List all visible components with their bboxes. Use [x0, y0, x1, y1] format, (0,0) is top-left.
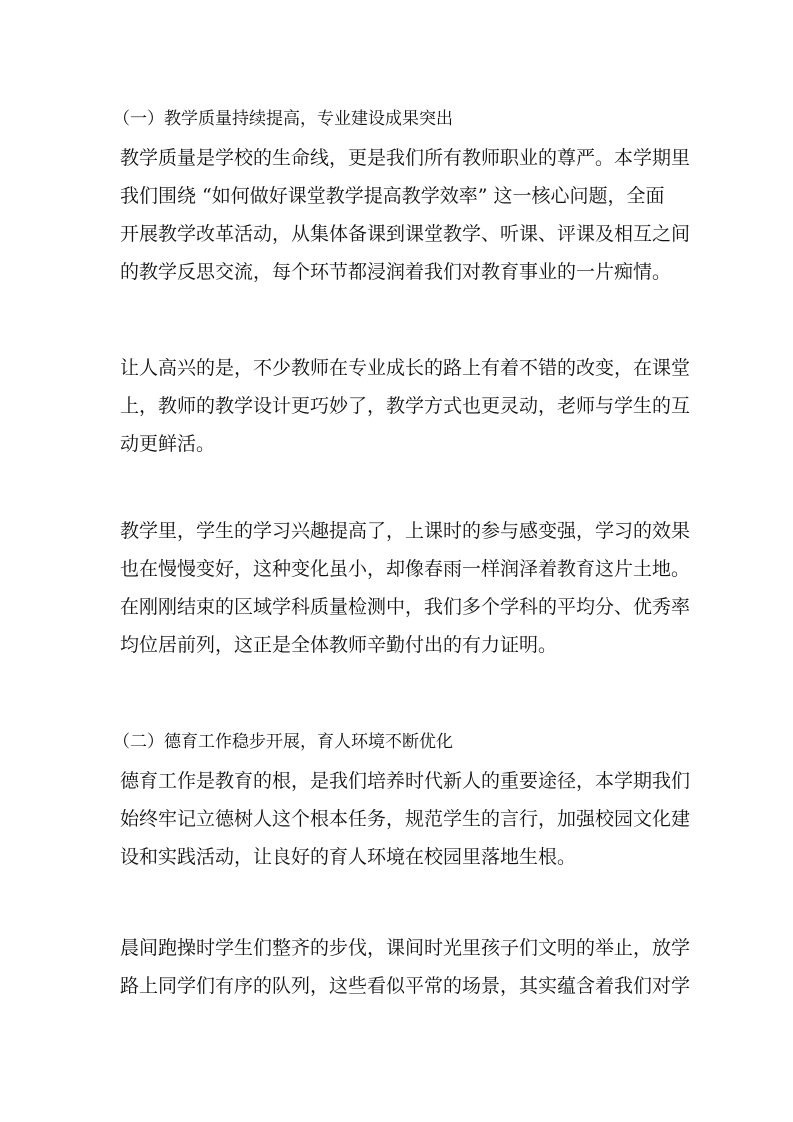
section-heading-1: （一）教学质量持续提高，专业建设成果突出: [113, 109, 453, 129]
text-line: 的教学反思交流，每个环节都浸润着我们对教育事业的一片痴情。: [120, 261, 672, 283]
text-line: 上，教师的教学设计更巧妙了，教学方式也更灵动，老师与学生的互: [120, 395, 691, 417]
text-line: 始终牢记立德树人这个根本任务，规范学生的言行，加强校园文化建: [120, 808, 691, 830]
text-line: 设和实践活动，让良好的育人环境在校园里落地生根。: [120, 846, 577, 868]
text-line: 路上同学们有序的队列，这些看似平常的场景，其实蕴含着我们对学: [120, 975, 691, 997]
text-line: 也在慢慢变好，这种变化虽小，却像春雨一样润泽着教育这片土地。: [120, 558, 691, 580]
section-heading-2: （二）德育工作稳步开展，育人环境不断优化: [113, 732, 453, 752]
paragraph-4: [120, 762, 691, 876]
text-line: 在刚刚结束的区域学科质量检测中，我们多个学科的平均分、优秀率: [120, 596, 691, 618]
text-line: 开展教学改革活动，从集体备课到课堂教学、听课、评课及相互之间: [120, 223, 691, 245]
text-line: 晨间跑操时学生们整齐的步伐，课间时光里孩子们文明的举止，放学: [120, 937, 691, 959]
text-line: 我们围绕 “如何做好课堂教学提高教学效率” 这一核心问题，全面: [120, 185, 665, 207]
text-line: 动更鲜活。: [120, 433, 216, 455]
text-line: 教学里，学生的学习兴趣提高了，上课时的参与感变强，学习的效果: [120, 520, 691, 542]
paragraph-3: [120, 512, 691, 664]
paragraph-1: [120, 139, 691, 291]
text-line: 教学质量是学校的生命线，更是我们所有教师职业的尊严。本学期里: [120, 147, 691, 169]
text-line: 均位居前列，这正是全体教师辛勤付出的有力证明。: [120, 634, 558, 656]
text-line: 让人高兴的是，不少教师在专业成长的路上有着不错的改变，在课堂: [120, 357, 691, 379]
paragraph-2: [120, 349, 691, 463]
text-line: 德育工作是教育的根，是我们培养时代新人的重要途径，本学期我们: [120, 770, 691, 792]
paragraph-5: [120, 929, 691, 1005]
